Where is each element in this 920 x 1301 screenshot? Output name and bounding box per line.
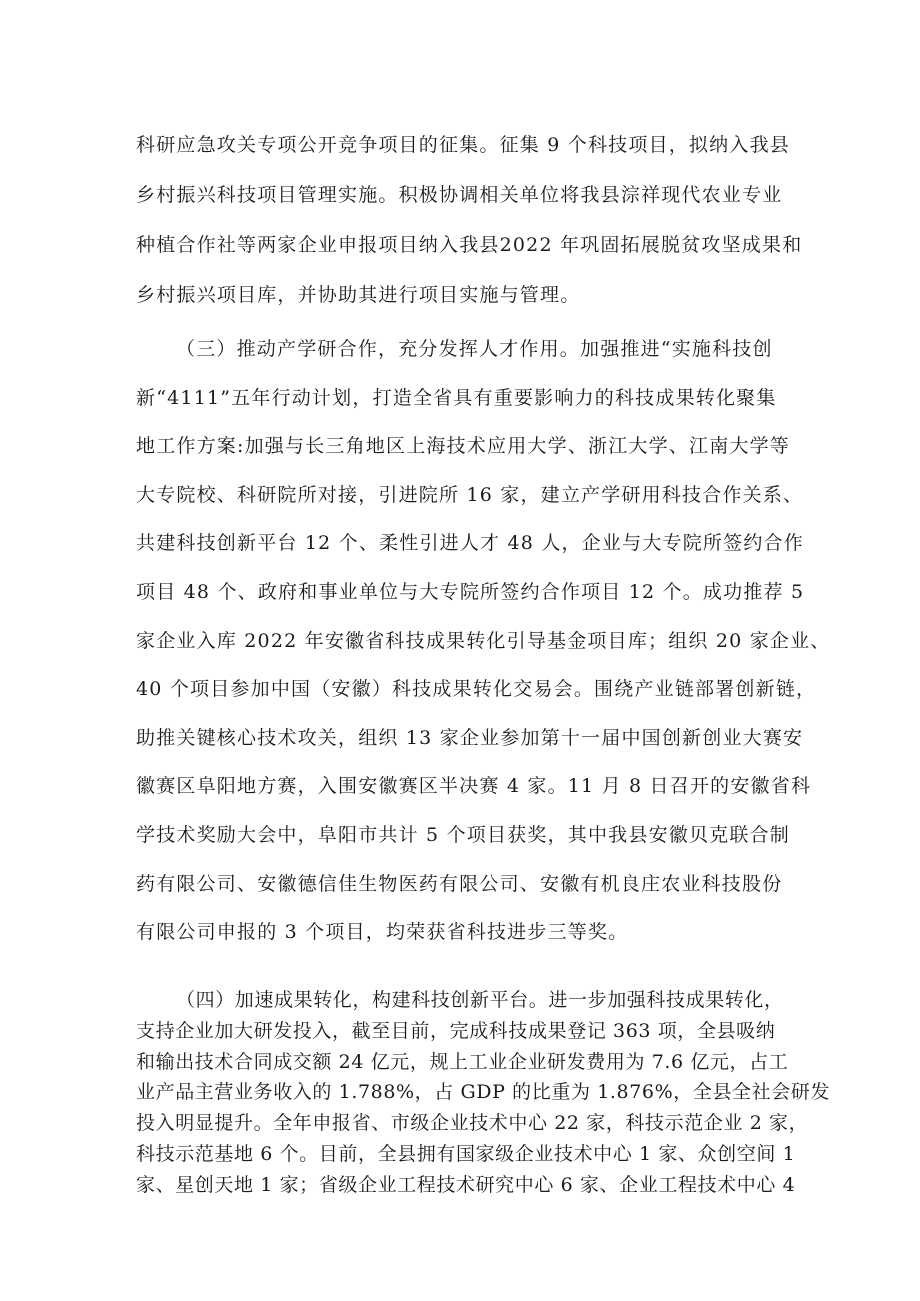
text-line: 地工作方案:加强与长三角地区上海技术应用大学、浙江大学、江南大学等 — [136, 435, 791, 458]
text-line: 支持企业加大研发投入，截至目前，完成科技成果登记 363 项，全县吸纳 — [136, 1019, 776, 1042]
paragraph-section-3 — [136, 325, 831, 957]
text-line: （四）加速成果转化，构建科技创新平台。进一步加强科技成果转化， — [176, 989, 784, 1011]
text-line: 有限公司申报的 3 个项目，均荣获省科技进步三等奖。 — [136, 921, 629, 944]
text-line: （三）推动产学研合作，充分发挥人才作用。加强推进“实施科技创 — [176, 338, 773, 360]
text-line: 大专院校、科研院所对接，引进院所 16 家，建立产学研用科技合作关系、 — [136, 483, 804, 506]
text-line: 项目 48 个、政府和事业单位与大专院所签约合作项目 12 个。成功推荐 5 — [136, 580, 805, 603]
text-line: 科技示范基地 6 个。目前，全县拥有国家级企业技术中心 1 家、众创空间 1 — [136, 1142, 796, 1165]
text-line: 药有限公司、安徽德信佳生物医药有限公司、安徽有机良庄农业科技股份 — [136, 872, 783, 895]
text-line: 学技术奖励大会中，阜阳市共计 5 个项目获奖，其中我县安徽贝克联合制 — [136, 823, 790, 846]
text-line: 种植合作社等两家企业申报项目纳入我县2022 年巩固拓展脱贫攻坚成果和 — [136, 234, 803, 256]
text-line: 业产品主营业务收入的 1.788%，占 GDP 的比重为 1.876%，全县全社会研发 — [136, 1081, 831, 1104]
text-line: 家、星创天地 1 家；省级企业工程技术研究中心 6 家、企业工程技术中心 4 — [136, 1173, 796, 1196]
text-line: 科研应急攻关专项公开竞争项目的征集。征集 9 个科技项目，拟纳入我县 — [136, 134, 790, 156]
text-line: 新“4111”五年行动计划，打造全省具有重要影响力的科技成果转化聚集 — [136, 386, 777, 409]
text-line: 投入明显提升。全年申报省、市级企业技术中心 22 家，科技示范企业 2 家， — [136, 1112, 809, 1135]
paragraph-section-4 — [136, 985, 831, 1201]
text-line: 乡村振兴项目库，并协助其进行项目实施与管理。 — [136, 284, 581, 306]
text-line: 助推关键核心技术攻关，组织 13 家企业参加第十一届中国创新创业大赛安 — [136, 726, 804, 749]
text-line: 家企业入库 2022 年安徽省科技成果转化引导基金项目库；组织 20 家企业、 — [136, 629, 831, 652]
text-line: 乡村振兴科技项目管理实施。积极协调相关单位将我县淙祥现代农业专业 — [136, 184, 783, 206]
text-line: 共建科技创新平台 12 个、柔性引进人才 48 人，企业与大专院所签约合作 — [136, 532, 804, 555]
text-line: 40 个项目参加中国（安徽）科技成果转化交易会。围绕产业链部署创新链， — [136, 678, 817, 701]
text-line: 和输出技术合同成交额 24 亿元，规上工业企业研发费用为 7.6 亿元，占工 — [136, 1050, 789, 1073]
text-line: 徽赛区阜阳地方赛，入围安徽赛区半决赛 4 家。11 月 8 日召开的安徽省科 — [136, 775, 812, 798]
paragraph-continuation — [136, 120, 803, 320]
